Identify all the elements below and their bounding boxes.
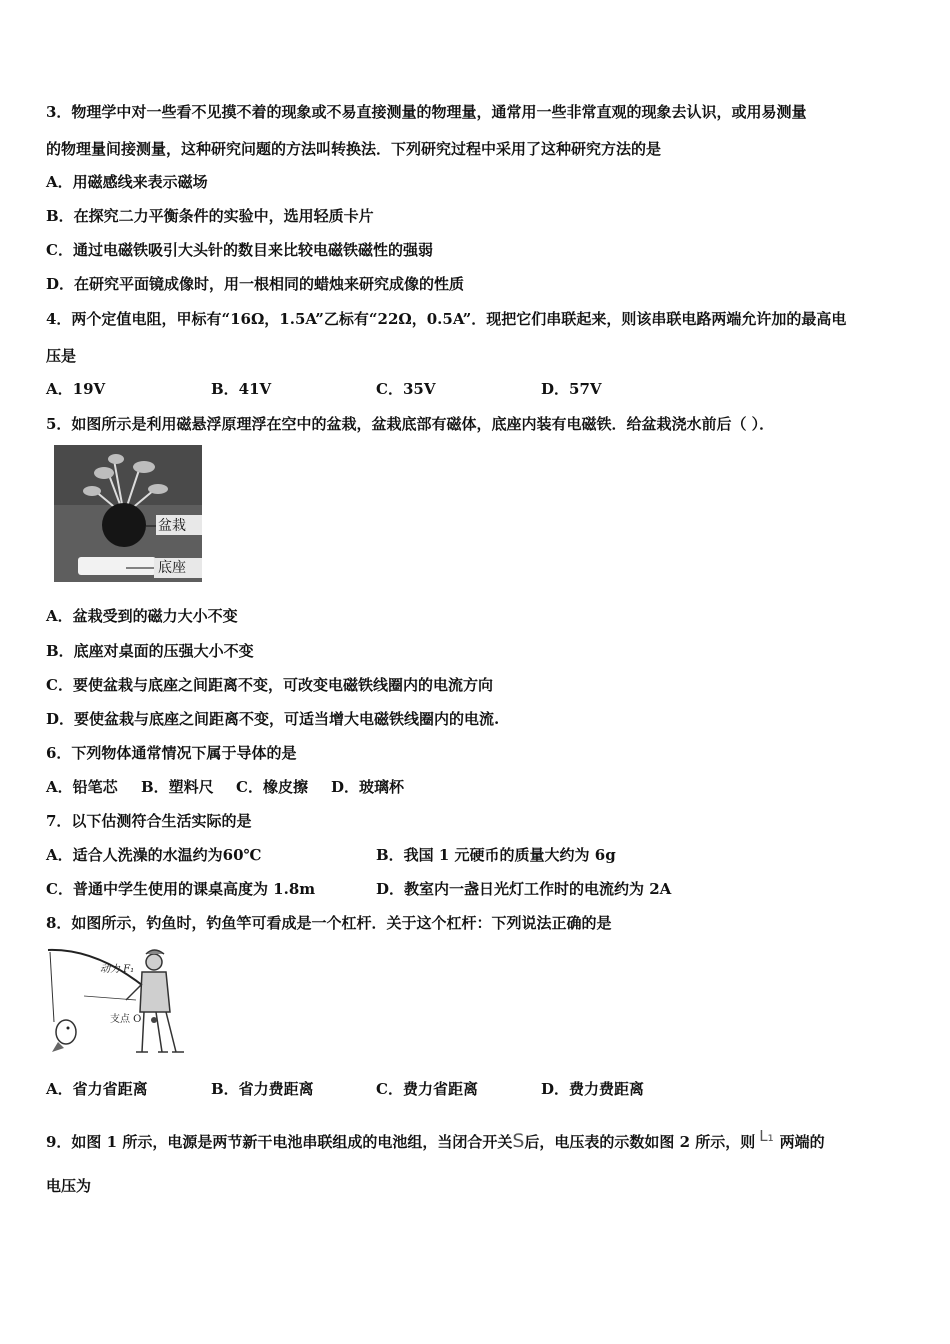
q4-stem-line1: 4．两个定值电阻，甲标有“16Ω，1.5A”乙标有“22Ω，0.5A”．现把它们串联起来，则该串联电路两端允许加的最高电 xyxy=(46,310,847,328)
q9-stem-part2: 后，电压表的示数如图 2 所示，则 xyxy=(524,1133,756,1151)
lamp-symbol: L₁ xyxy=(759,1127,774,1145)
q3-option-c: C．通过电磁铁吸引大头针的数目来比较电磁铁磁性的强弱 xyxy=(46,241,433,259)
q4-option-b: B．41V xyxy=(211,380,272,398)
q5-option-c: C．要使盆栽与底座之间距离不变，可改变电磁铁线圈内的电流方向 xyxy=(46,676,493,694)
q4-option-c: C．35V xyxy=(376,380,436,398)
q9-stem-line2: 电压为 xyxy=(46,1177,92,1195)
q7-stem: 7．以下估测符合生活实际的是 xyxy=(46,812,252,830)
q8-option-b: B．省力费距离 xyxy=(211,1080,314,1098)
q6-option-d: D．玻璃杯 xyxy=(331,778,405,796)
q4-option-d: D．57V xyxy=(541,380,602,398)
q5-option-a: A．盆栽受到的磁力大小不变 xyxy=(46,607,238,625)
q7-option-c: C．普通中学生使用的课桌高度为 1.8m xyxy=(46,880,316,898)
q8-option-a: A．省力省距离 xyxy=(46,1080,148,1098)
q8-option-c: C．费力省距离 xyxy=(376,1080,478,1098)
maglev-plant-figure xyxy=(54,445,202,582)
q8-option-d: D．费力费距离 xyxy=(541,1080,645,1098)
q7-option-b: B．我国 1 元硬币的质量大约为 6g xyxy=(376,846,616,864)
q7-option-d: D．教室内一盏日光灯工作时的电流约为 2A xyxy=(376,880,672,898)
q9-stem-part1: 9．如图 1 所示，电源是两节新干电池串联组成的电池组，当闭合开关 xyxy=(46,1133,513,1151)
q6-option-c: C．橡皮擦 xyxy=(236,778,308,796)
base-block-icon xyxy=(78,557,156,575)
q6-option-a: A．铅笔芯 xyxy=(46,778,118,796)
q9-stem-part3: 两端的 xyxy=(779,1133,825,1151)
q4-stem-line2: 压是 xyxy=(46,347,77,365)
q5-option-b: B．底座对桌面的压强大小不变 xyxy=(46,642,254,660)
base-label: 底座 xyxy=(158,560,186,576)
pivot-label: 支点 O xyxy=(110,1014,142,1025)
q9-stem-line1 xyxy=(46,1126,825,1152)
pot-ball-icon xyxy=(102,503,146,547)
q3-option-b: B．在探究二力平衡条件的实验中，选用轻质卡片 xyxy=(46,207,374,225)
pot-label: 盆栽 xyxy=(158,518,186,534)
q3-stem-line2: 的物理量间接测量，这种研究问题的方法叫转换法．下列研究过程中采用了这种研究方法的是 xyxy=(46,140,662,158)
force-label: 动力 F₁ xyxy=(100,964,135,975)
q5-stem: 5．如图所示是利用磁悬浮原理浮在空中的盆栽，盆栽底部有磁体，底座内装有电磁铁．给盆栽浇水前后（ ）． xyxy=(46,415,775,433)
fishing-rod-figure xyxy=(44,944,188,1058)
q7-option-a: A．适合人洗澡的水温约为60℃ xyxy=(46,846,262,864)
q3-option-a: A．用磁感线来表示磁场 xyxy=(46,173,208,191)
q6-stem: 6．下列物体通常情况下属于导体的是 xyxy=(46,744,297,762)
switch-symbol: S xyxy=(512,1130,525,1152)
q8-stem: 8．如图所示，钓鱼时，钓鱼竿可看成是一个杠杆．关于这个杠杆：下列说法正确的是 xyxy=(46,914,612,932)
q3-stem-line1: 3．物理学中对一些看不见摸不着的现象或不易直接测量的物理量，通常用一些非常直观的现象去认识，或用易测量 xyxy=(46,103,807,121)
q4-option-a: A．19V xyxy=(46,380,106,398)
q3-option-d: D．在研究平面镜成像时，用一根相同的蜡烛来研究成像的性质 xyxy=(46,275,465,293)
q6-option-b: B．塑料尺 xyxy=(141,778,214,796)
q5-option-d: D．要使盆栽与底座之间距离不变，可适当增大电磁铁线圈内的电流. xyxy=(46,710,500,728)
